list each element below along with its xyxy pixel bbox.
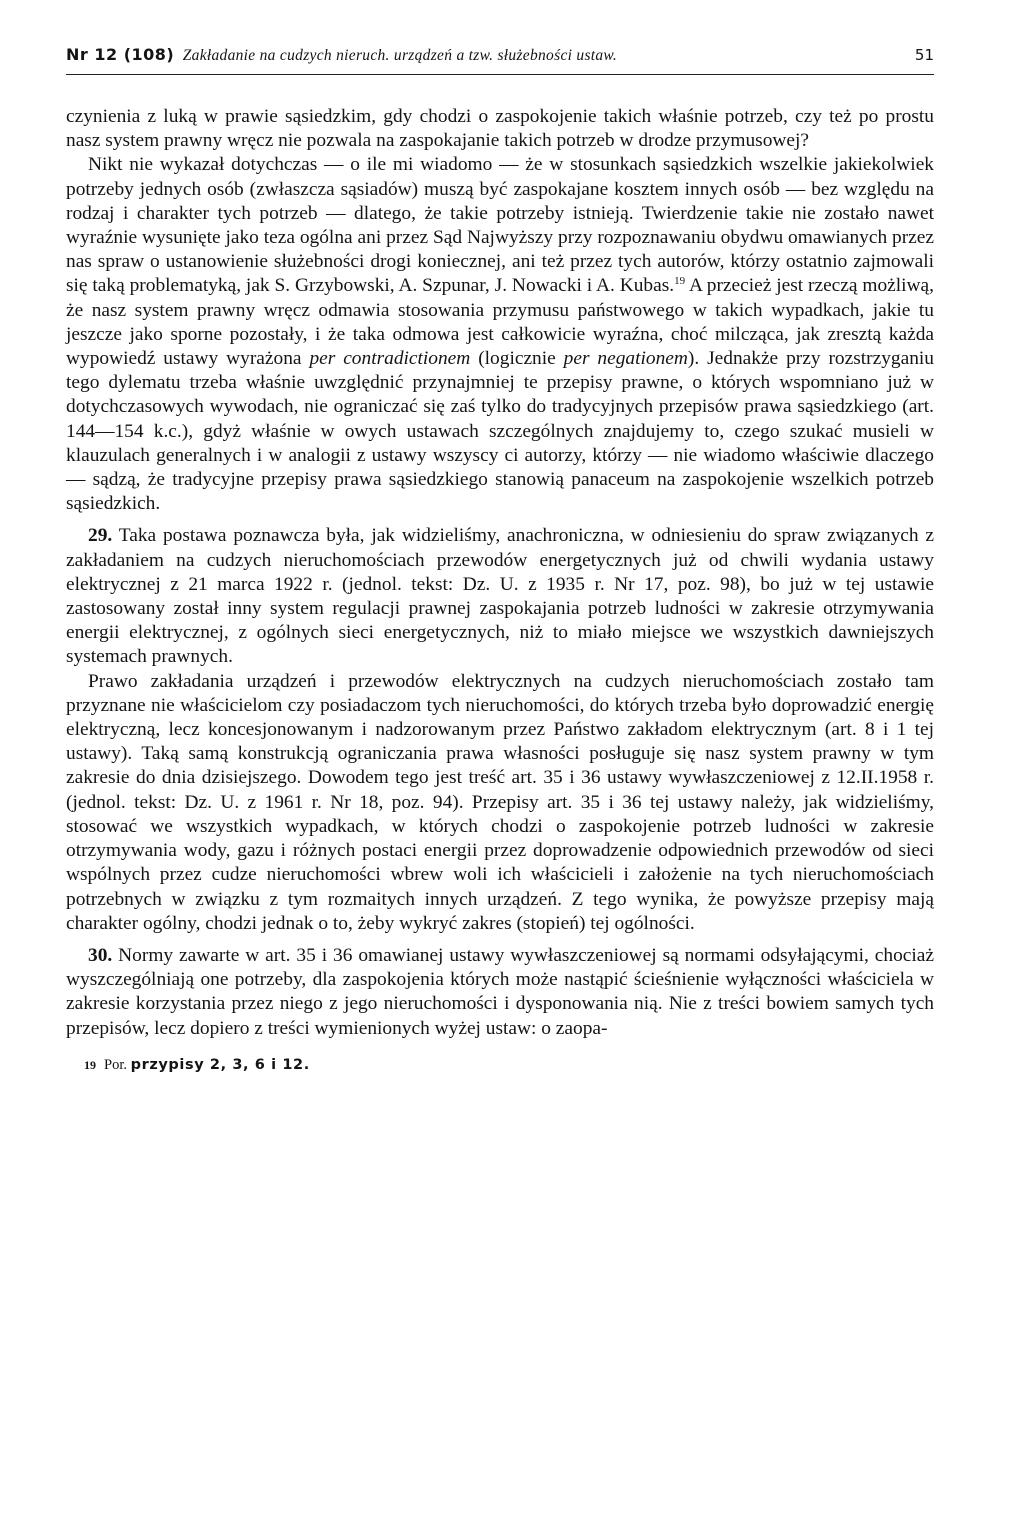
header-left [66,44,617,67]
section-30-number: 30. [88,944,113,966]
section-29-text: Taka postawa poznawcza była, jak widzieliśmy, anachroniczna, w odniesieniu do spraw związanych z zakładaniem na cudzych nieruchomościach przewodów energetycznych już od chwili wydania ustawy elektrycznej z 21 marca 1922 r. (jednol. tekst: Dz. U. z 1935 r. Nr 17, poz. 98), bo już w tej ustawie zastosowany został inny system regulacji prawnej zaspokajania potrzeb ludności w zakresie otrzymywania energii elektrycznej, z ogólnych sieci energetycznych, niż to miało miejsce we wszystkich dawniejszych systemach prawnych. [66,525,934,668]
latin-phrase-1: per contradictionem [309,348,471,370]
paragraph-4: Prawo zakładania urządzeń i przewodów elektrycznych na cudzych nieruchomościach zostało tam przyznane nie właścicielom czy posiadaczom tych nieruchomości, do których trzeba było doprowadzić energię elektryczną, lecz koncesjonowanym i nadzorowanym przez Państwo zakładom elektrycznym (art. 8 i 1 tej ustawy). Taką samą konstrukcją ograniczania prawa własności posługuje się nasz system prawny w tym zakresie do dnia dzisiejszego. Dowodem tego jest treść art. 35 i 36 ustawy wywłaszczeniowej z 12.II.1958 r. (jednol. tekst: Dz. U. z 1961 r. Nr 18, poz. 94). Przepisy art. 35 i 36 tej ustawy należy, jak widzieliśmy, stosować we wszystkich wypadkach, w których chodzi o zaspokojenie potrzeb ludności w zakresie otrzymywania wody, gazu i różnych postaci energii przez doprowadzenie odpowiednich przewodów od sieci wspólnych przez cudze nieruchomości wbrew woli ich właścicieli i założenie na tych nieruchomościach potrzebnych w związku z tym rozmaitych innych urządzeń. Z tego wynika, że powyższe przepisy mają charakter ogólny, chodzi jednak o to, żeby wykryć zakres (stopień) tej ogólności. [66,670,934,934]
latin-phrase-2: per negationem [563,348,688,370]
running-title: Zakładanie na cudzych nieruch. urządzeń a tzw. służebności ustaw. [182,47,618,64]
footnote-ref-19: 19 [674,275,686,288]
page-number: 51 [914,46,934,64]
paragraph-2-text-b: A przecież jest rzeczą możliwą, że nasz system prawny wręcz odmawia stosowania przymusu państwowego w takich wypadkach, jakie tu jeszcze jako sporne pozostały, i że taka odmowa jest całkowicie wyraźna, choć milcząca, jak zresztą każda wypowiedź ustawy wyrażona [66,275,934,370]
running-header [66,44,934,75]
footnote-text: przypisy 2, 3, 6 i 12. [130,1056,310,1073]
section-30-text: Normy zawarte w art. 35 i 36 omawianej ustawy wywłaszczeniowej są normami odsyłającymi, chociaż wyszczególniają one potrzeby, dla zaspokojenia których może nastąpić ścieśnienie wyłączności właściciela w zakresie korzystania przez niego z jego nieruchomości i dysponowania nią. Nie z treści bowiem samych tych przepisów, lecz dopiero z treści wymienionych wyżej ustaw: o zaopa- [66,944,934,1039]
footnote-19 [66,1055,934,1075]
issue-number: Nr 12 (108) [66,45,175,64]
paragraph-1: czynienia z luką w prawie sąsiedzkim, gdy chodzi o zaspokojenie takich właśnie potrzeb, czy też po prostu nasz system prawny wręcz nie pozwala na zaspokajanie takich potrzeb w drodze przymusowej? [66,106,934,152]
body-text [66,105,934,1041]
paragraph-2-text-d: ). Jednakże przy rozstrzyganiu tego dylematu trzeba właśnie uwzględnić przynajmniej te przepisy prawne, o których wspomniano już w dotychczasowych wywodach, nie ograniczać się zaś tylko do tradycyjnych przepisów prawa sąsiedzkiego (art. 144—154 k.c.), gdyż właśnie w owych ustawach szczególnych znajdujemy to, czego szukać musieli w klauzulach generalnych i w analogii z ustawy wszyscy ci autorzy, którzy — nie wiadomo właściwie dlaczego — sądzą, że tradycyjne przepisy prawa sąsiedzkiego stanowią panaceum na zaspokojenie wszelkich potrzeb sąsiedzkich. [66,348,934,515]
footnote-number: 19 [84,1057,96,1072]
footnote-prefix: Por. [104,1056,131,1073]
section-29-number: 29. [88,525,113,547]
section-30 [66,944,934,1041]
paragraph-2 [66,153,934,516]
paragraph-2-text-c: (logicznie [470,348,564,370]
section-29 [66,524,934,669]
paragraph-2-text-a: Nikt nie wykazał dotychczas — o ile mi wiadomo — że w stosunkach sąsiedzkich wszelkie jakiekolwiek potrzeby jednych osób (zwłaszcza sąsiadów) muszą być zaspokajane kosztem innych osób — bez względu na rodzaj i charakter tych potrzeb — dlatego, że takie potrzeby istnieją. Twierdzenie takie nie zostało nawet wyraźnie wysunięte jako teza ogólna ani przez Sąd Najwyższy przy rozpoznawaniu obydwu omawianych przez nas spraw o ustanowienie służebności drogi koniecznej, ani też przez tych autorów, którzy ostatnio zajmowali się taką problematyką, jak S. Grzybowski, A. Szpunar, J. Nowacki i A. Kubas. [66,154,934,297]
